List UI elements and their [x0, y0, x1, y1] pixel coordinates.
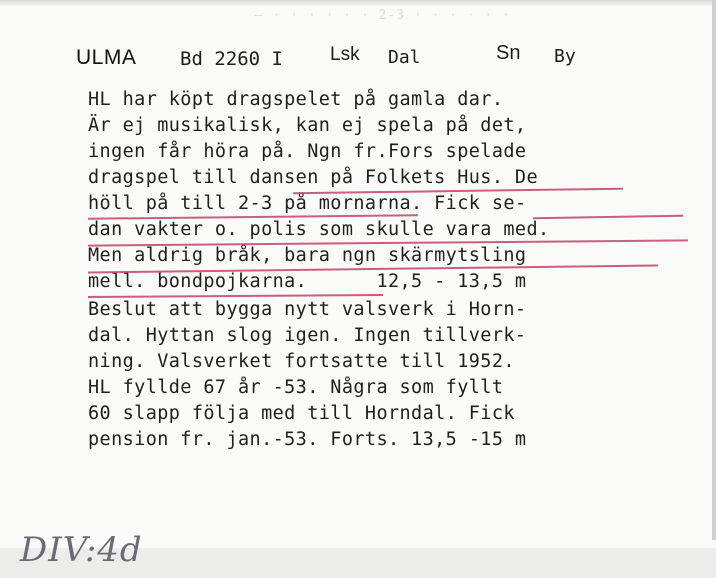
handwritten-code: DIV:4d [20, 530, 143, 570]
show-through-text: — · · · · · · 2-3 · · · · · · [255, 8, 511, 23]
card-header [76, 42, 676, 76]
text-line: HL har köpt dragspelet på gamla dar. [88, 89, 504, 110]
county-value: Dal [388, 47, 421, 68]
card-top-edge [0, 0, 716, 6]
county-label: Lsk [330, 44, 360, 65]
text-line: dragspel till dansen på Folkets Hus. De [88, 167, 538, 188]
text-line: Men aldrig bråk, bara ngn skärmytsling [88, 245, 527, 266]
volume-number: Bd 2260 I [180, 48, 283, 70]
text-line: Är ej musikalisk, kan ej spela på det, [88, 115, 527, 136]
text-line: dan vakter o. polis som skulle vara med. [88, 219, 550, 240]
text-line: 60 slapp följa med till Horndal. Fick [88, 403, 515, 424]
pen-underline [533, 215, 683, 220]
text-line: pension fr. jan.-53. Forts. 13,5 -15 m [88, 429, 527, 450]
text-line: ning. Valsverket fortsatte till 1952. [88, 351, 515, 372]
archive-name: ULMA [76, 46, 137, 69]
text-line: ingen får höra på. Ngn fr.Fors spelade [88, 141, 527, 162]
text-line: dal. Hyttan slog igen. Ingen tillverk- [88, 325, 527, 346]
text-line: mell. bondpojkarna. 12,5 - 13,5 m [88, 271, 527, 292]
parish-value: By [554, 46, 576, 67]
parish-label: Sn [496, 42, 521, 64]
text-line: höll på till 2-3 på mornarna. Fick se- [88, 193, 527, 214]
text-line: Beslut att bygga nytt valsverk i Horn- [88, 299, 527, 320]
card-right-edge [712, 0, 716, 540]
text-line: HL fyllde 67 år -53. Några som fyllt [88, 377, 504, 398]
